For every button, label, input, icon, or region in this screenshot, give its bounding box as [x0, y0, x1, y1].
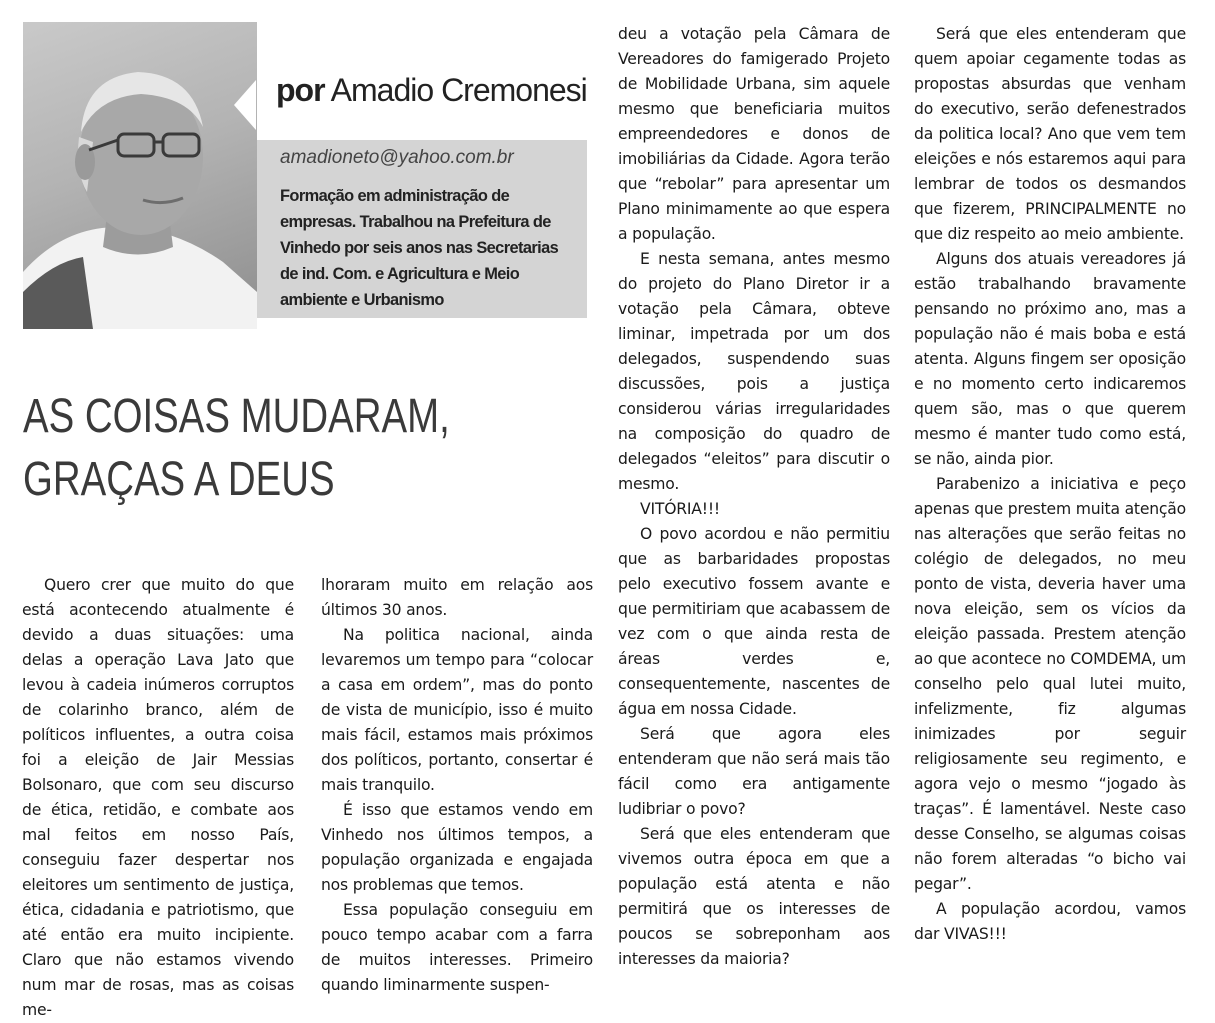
article-paragraph: O povo acordou e não permitiu que as barbaridades propostas pelo executivo fossem avante e que permitiriam que acabassem de vez com o que ainda resta de áreas verdes e, consequentemente, nascentes de água em nossa Cidade. [618, 525, 890, 718]
article-column-4 [914, 22, 1186, 947]
article-title [23, 385, 471, 511]
article-paragraph: Parabenizo a iniciativa e peço apenas que prestem muita atenção nas alterações que serão feitas no colégio de delegados, no meu ponto de vista, deveria haver uma nova eleição, sem os vícios da eleição passada. Prestem atenção ao que acontece no COMDEMA, um conselho pelo qual lutei muito, infelizmente, fiz algumas inimizades por seguir religiosamente seu regimento, e agora vejo o mesmo “jogado às traças”. É lamentável. Neste caso desse Conselho, se algumas coisas não forem alteradas “o bicho vai pegar”. [914, 475, 1186, 893]
author-email[interactable]: amadioneto@yahoo.com.br [280, 147, 514, 168]
photo-pointer-decoration [234, 80, 256, 130]
article-paragraph: VITÓRIA!!! [640, 500, 720, 518]
author-bio-box [257, 140, 587, 318]
article-paragraph: A população acordou, vamos dar VIVAS!!! [914, 900, 1186, 943]
article-paragraph: Essa população conseguiu em pouco tempo acabar com a farra de muitos interesses. Primeiro quando liminarmente suspen- [321, 901, 593, 994]
article-paragraph: Será que agora eles entenderam que não será mais tão fácil como era antigamente ludibriar o povo? [618, 725, 890, 818]
article-paragraph: E nesta semana, antes mesmo do projeto do Plano Diretor ir a votação pela Câmara, obteve liminar, impetrada por um dos delegados, suspendendo suas discussões, pois a justiça considerou várias irregularidades na composição do quadro de delegados “eleitos” para discutir o mesmo. [618, 250, 890, 493]
article-paragraph: Alguns dos atuais vereadores já estão trabalhando bravamente pensando no próximo ano, mas a população não é mais boba e está atenta. Alguns fingem ser oposição e no momento certo indicaremos quem são, mas o que querem mesmo é manter tudo como está, se não, ainda pior. [914, 250, 1186, 468]
article-paragraph: Quero crer que muito do que está acontecendo atualmente é devido a duas situações: uma delas a operação Lava Jato que levou à cadeia inúmeros corruptos de colarinho branco, além de políticos influentes, a outra coisa foi a eleição de Jair Messias Bolsonaro, que com seu discurso de ética, retidão, e combate aos mal feitos em nosso País, conseguiu fazer despertar nos eleitores um sentimento de justiça, ética, cidadania e patriotismo, que até então era muito incipiente. Claro que não estamos vivendo num mar de rosas, mas as coisas me- [22, 576, 294, 1019]
title-line-1: AS COISAS MUDARAM, [23, 390, 450, 443]
article-column-3 [618, 22, 890, 972]
article-column-2 [321, 573, 593, 998]
article-paragraph: Será que eles entenderam que quem apoiar cegamente todas as propostas absurdas que venham do executivo, serão defenestrados da politica local? Ano que vem tem eleições e nós estaremos aqui para lembrar de todos os desmandos que fizerem, PRINCIPALMENTE no que diz respeito ao meio ambiente. [914, 25, 1186, 243]
author-name: Amadio Cremonesi [330, 72, 587, 108]
author-portrait-illustration [23, 22, 257, 329]
author-photo [23, 22, 257, 329]
author-byline [276, 72, 587, 109]
author-bio-text: Formação em administração de empresas. Trabalhou na Prefeitura de Vinhedo por seis anos nas Secretarias de ind. Com. e Agricultura e Meio ambiente e Urbanismo [280, 187, 559, 309]
article-paragraph: Na politica nacional, ainda levaremos um tempo para “colocar a casa em ordem”, mas do ponto de vista de município, isso é muito mais fácil, estamos mais próximos dos políticos, portanto, consertar é mais tranquilo. [321, 626, 593, 794]
article-paragraph: Será que eles entenderam que vivemos outra época em que a população está atenta e não permitirá que os interesses de poucos se sobreponham aos interesses da maioria? [618, 825, 890, 968]
article-paragraph: lhoraram muito em relação aos últimos 30 anos. [321, 576, 593, 619]
article-column-1 [22, 573, 294, 1023]
article-paragraph: É isso que estamos vendo em Vinhedo nos últimos tempos, a população organizada e engajada nos problemas que temos. [321, 801, 593, 894]
article-paragraph: deu a votação pela Câmara de Vereadores do famigerado Projeto de Mobilidade Urbana, sim aquele mesmo que beneficiaria muitos empreendedores e donos de imobiliárias da Cidade. Agora terão que “rebolar” para apresentar um Plano minimamente ao que espera a população. [618, 25, 890, 243]
byline-prefix: por [276, 72, 325, 108]
title-line-2: GRAÇAS A DEUS [23, 453, 335, 506]
